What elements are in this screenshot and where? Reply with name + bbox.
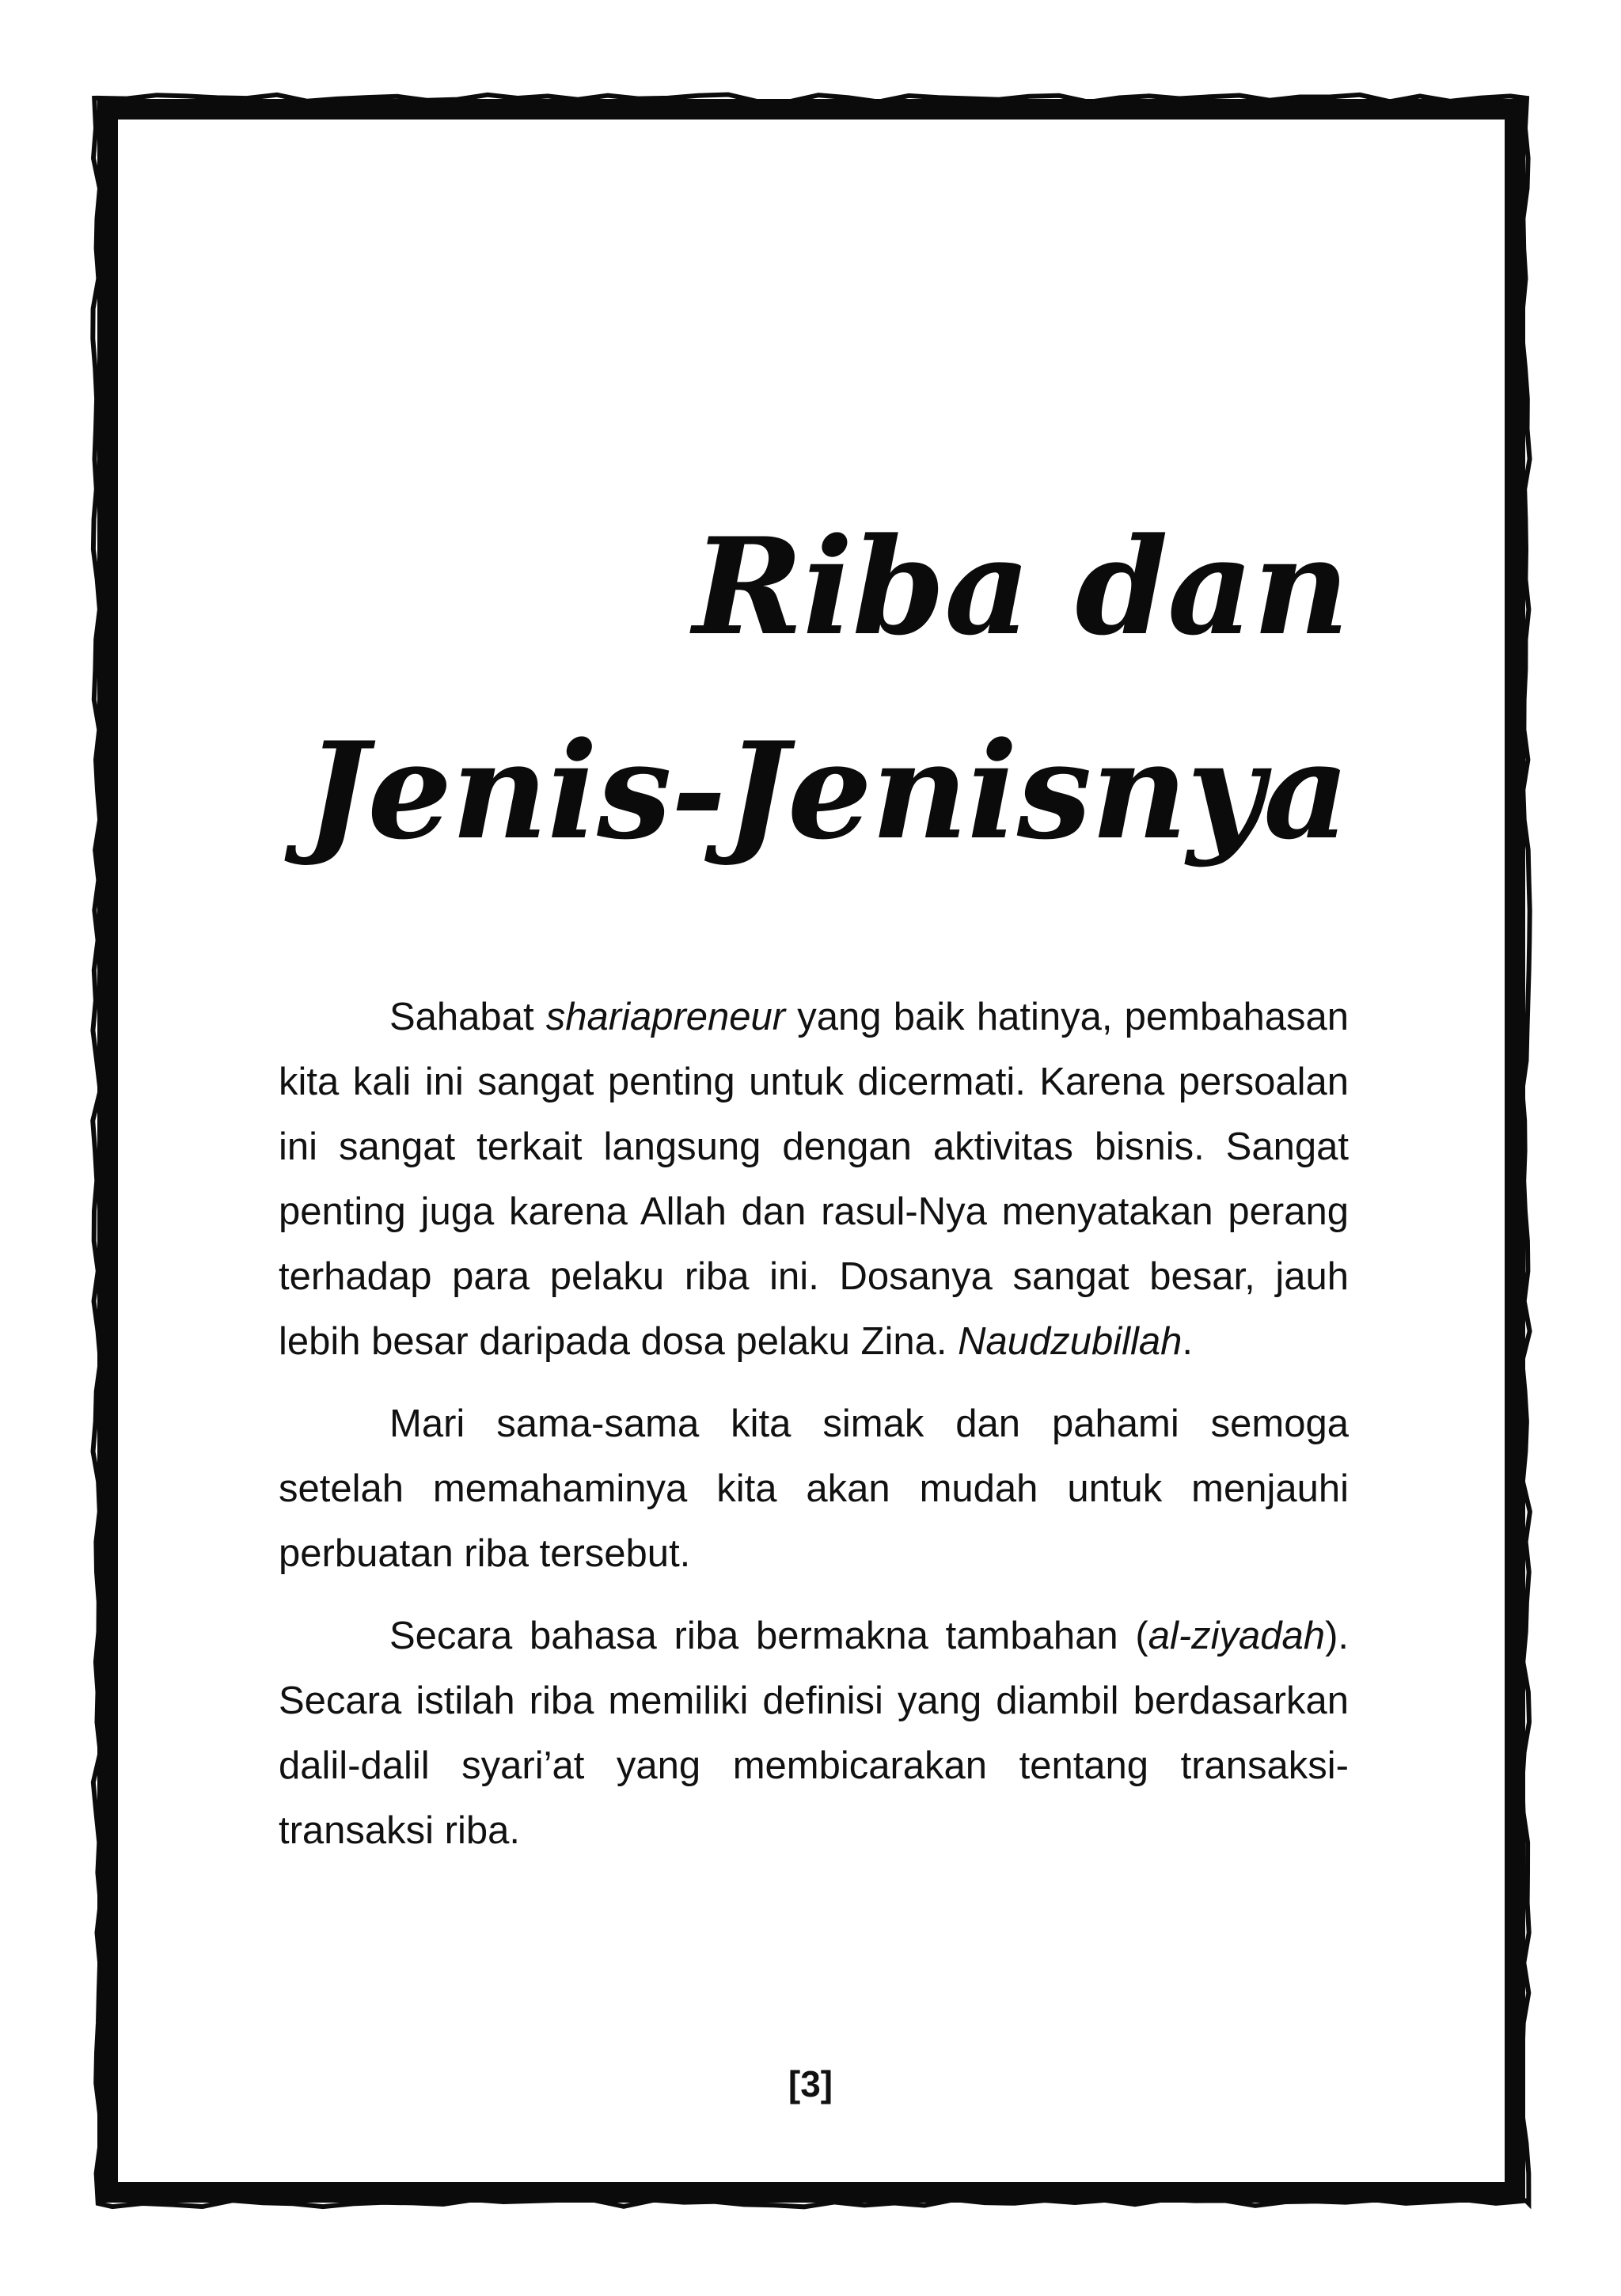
italic-term: shariapreneur	[545, 996, 786, 1038]
chapter-title	[306, 484, 1349, 893]
paragraph-text: Mari sama-sama kita simak dan pahami semoga setelah memahaminya kita akan mudah untuk menjauhi perbuatan riba tersebut.	[279, 1402, 1349, 1575]
paragraph-2	[279, 1391, 1349, 1586]
chapter-title-line-1: Riba dan	[693, 508, 1349, 665]
paragraph-text: Secara bahasa riba bermakna tambahan (	[389, 1615, 1148, 1657]
chapter-title-line-2: Jenis-Jenisnya	[305, 712, 1349, 869]
page-number: [3]	[788, 2063, 833, 2104]
paragraph-text: yang baik hatinya, pembahasan kita kali ini sangat penting untuk dicermati. Karena persoalan ini sangat terkait langsung dengan aktivitas bisnis. Sangat penting juga karena Allah dan rasul-Nya menyatakan perang terhadap para pelaku riba ini. Dosanya sangat besar, jauh lebih besar daripada dosa pelaku Zina.	[279, 996, 1349, 1363]
paragraph-text: Sahabat	[389, 996, 546, 1038]
italic-term: al-ziyadah	[1148, 1615, 1326, 1657]
body-text	[279, 985, 1349, 1880]
paragraph-3	[279, 1603, 1349, 1863]
paragraph-text: .	[1182, 1320, 1194, 1363]
paragraph-text: ). Secara istilah riba memiliki definisi yang diambil berdasarkan dalil-dalil syari’at yang membicarakan tentang transaksi-transaksi riba.	[279, 1615, 1349, 1852]
paragraph-1	[279, 985, 1349, 1374]
italic-term: Naudzubillah	[958, 1320, 1183, 1363]
